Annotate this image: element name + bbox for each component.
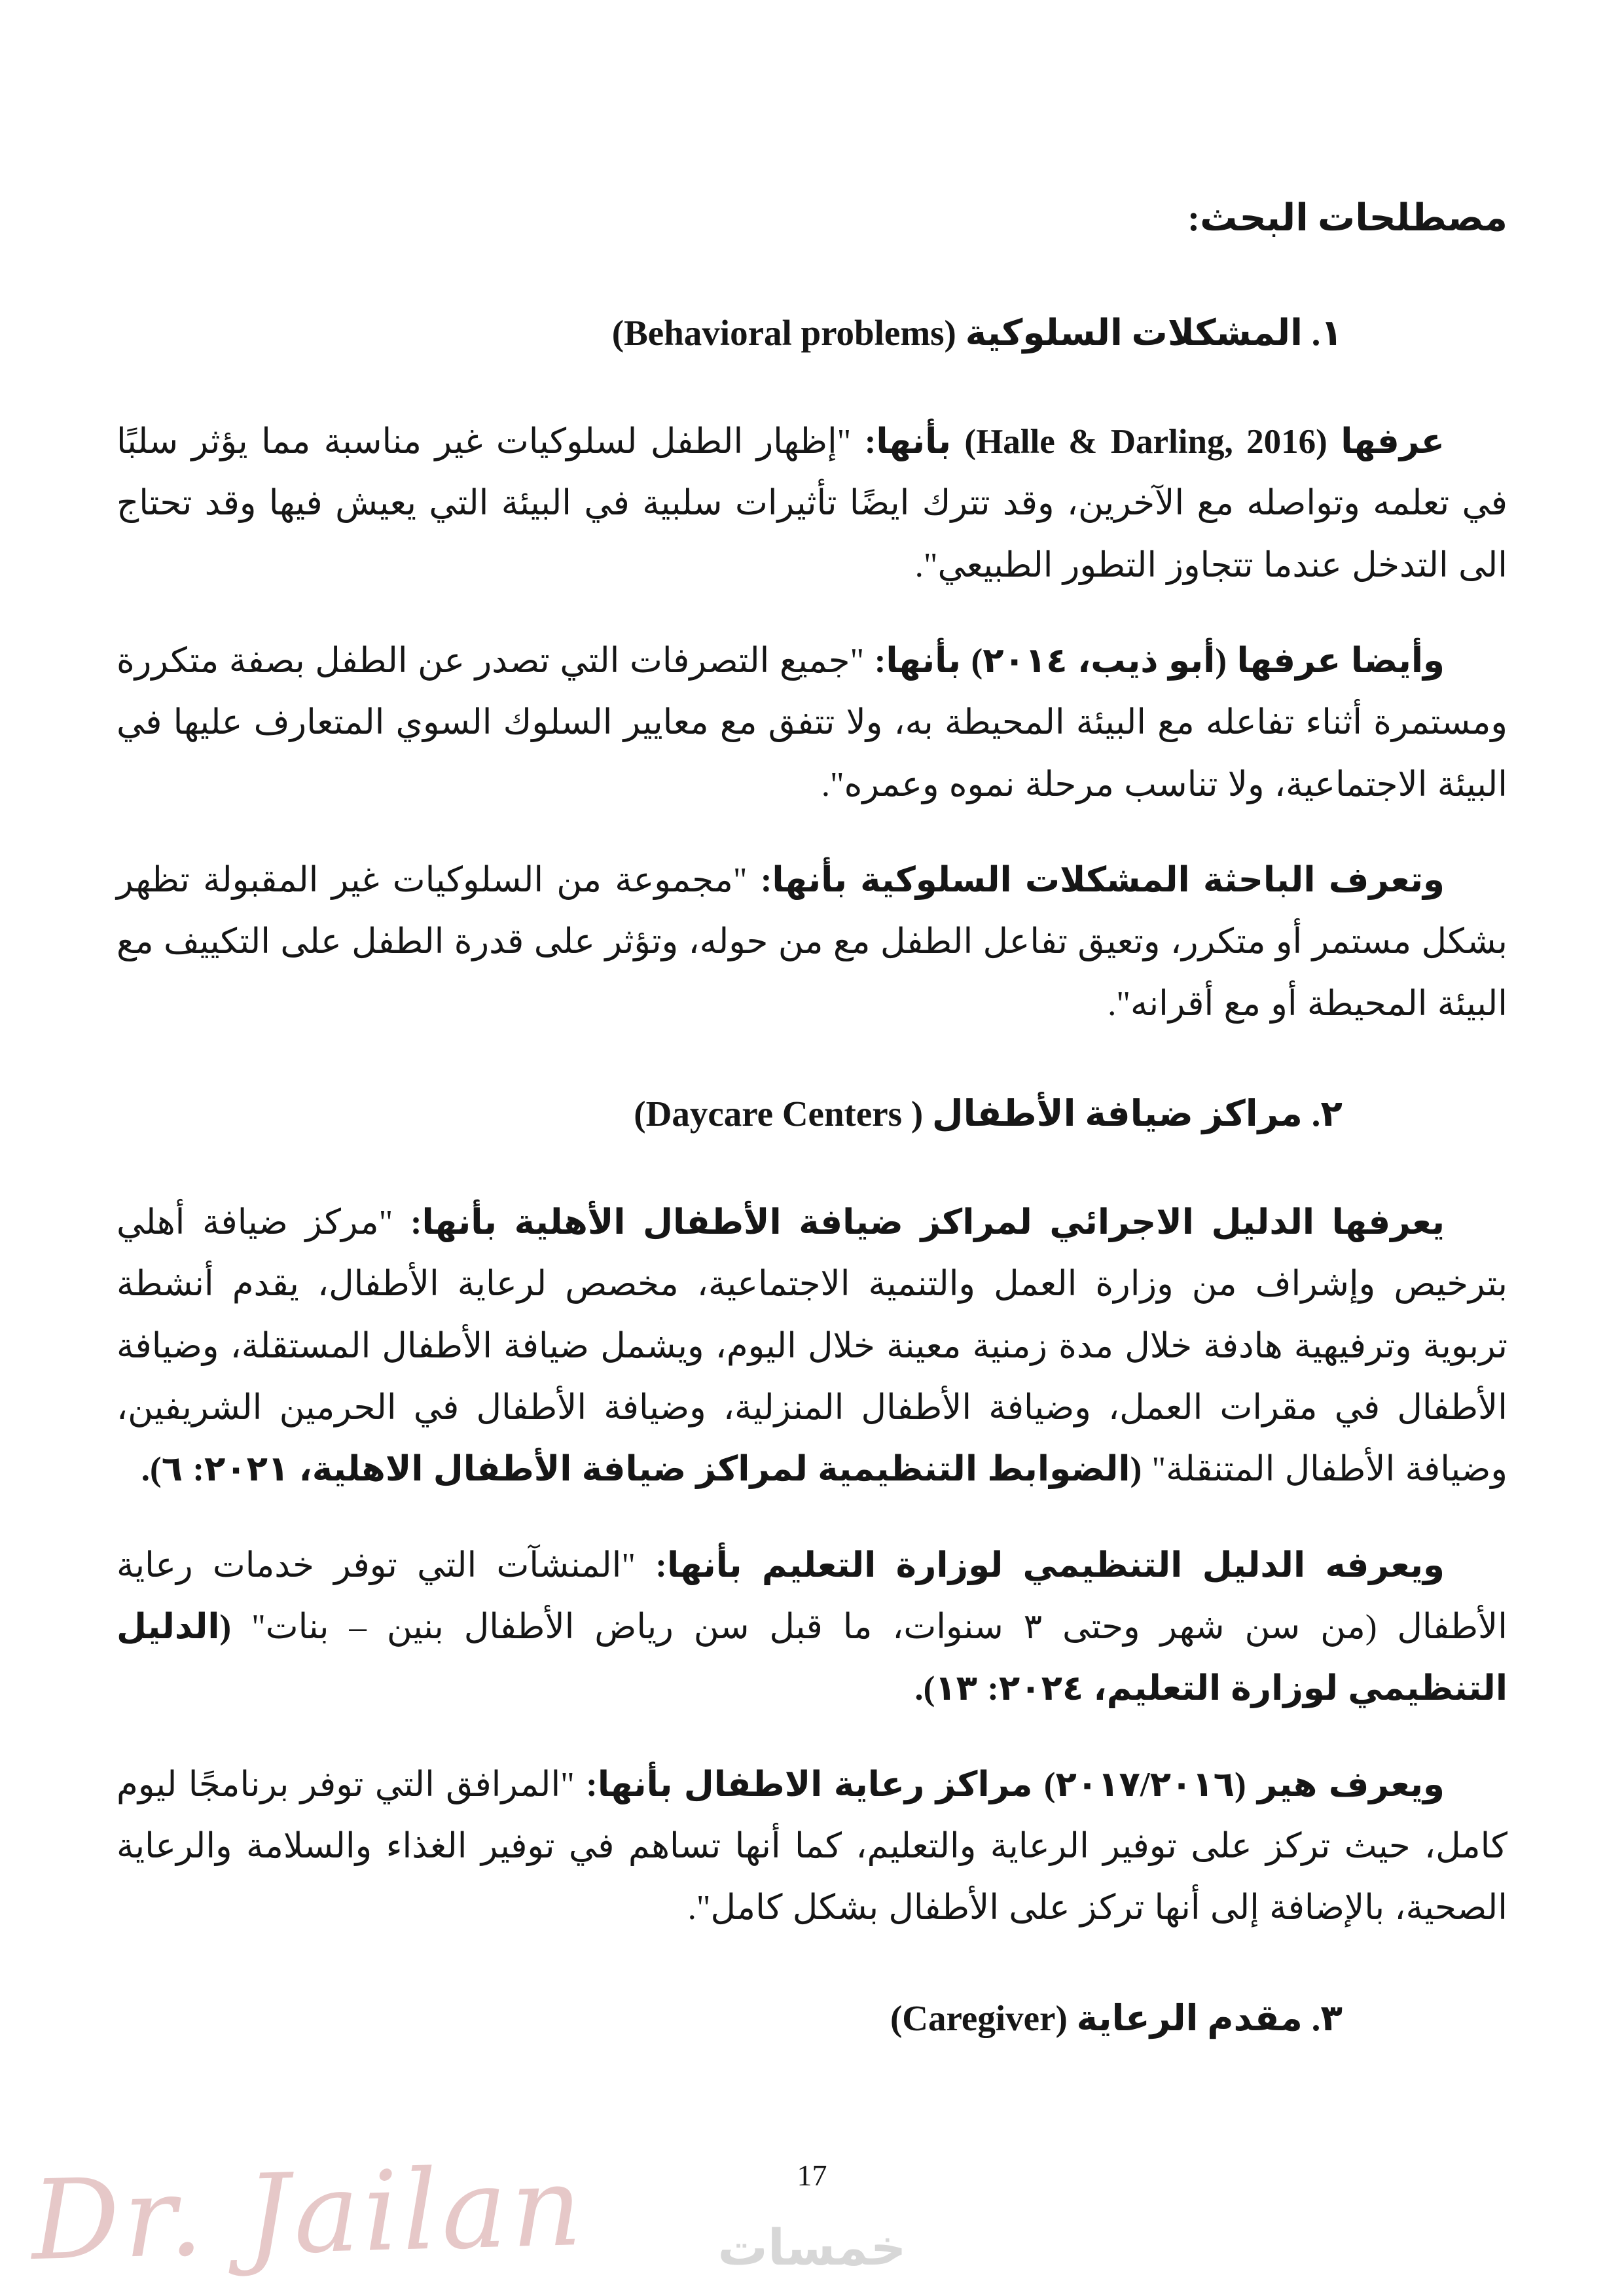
citation-text: (الضوابط التنظيمية لمراكز ضيافة الأطفال الاهلية، ٢٠٢١: ٦). (141, 1450, 1142, 1489)
signature-watermark: Dr. Jailan (29, 2142, 588, 2286)
definition-body-text: "إظهار الطفل لسلوكيات غير مناسبة مما يؤثر سلبًا في تعلمه وتواصله مع الآخرين، وقد تترك ايضًا تأثيرات سلبية في البيئة التي يعيش فيها وقد تحتاج الى التدخل عندما تتجاوز التطور الطبيعي". (117, 423, 1507, 584)
definition-body-text: "المنشآت التي توفر خدمات رعاية الأطفال (من سن شهر وحتى ٣ سنوات، ما قبل سن رياض الأطفال بنين – بنات" (117, 1546, 1507, 1646)
brand-watermark: خمسات (717, 2218, 907, 2276)
citation-text: (الدليل التنظيمي لوزارة التعليم، ٢٠٢٤: ١٣). (117, 1607, 1507, 1708)
definition-paragraph (117, 1535, 1507, 1720)
term-heading-daycare-centers: ٢. مراكز ضيافة الأطفال ( Daycare Centers) (634, 1093, 1343, 1134)
definition-paragraph (117, 850, 1507, 1035)
term-heading-caregiver: ٣. مقدم الرعاية (Caregiver) (890, 1998, 1343, 2038)
definition-paragraph (117, 630, 1507, 816)
definition-body-text: "المرافق التي توفر برنامجًا ليوم كامل، حيث تركز على توفير الرعاية والتعليم، كما أنها تساهم في توفير الغذاء والسلامة والرعاية الصحية، بالإضافة إلى أنها تركز على الأطفال بشكل كامل". (117, 1765, 1507, 1928)
page-number: 17 (797, 2159, 827, 2192)
definition-body-text: "مركز ضيافة أهلي بترخيص وإشراف من وزارة العمل والتنمية الاجتماعية، مخصص لرعاية الأطفال، يقدم أنشطة تربوية وترفيهية هادفة خلال مدة زمنية معينة خلال اليوم، ويشمل ضيافة الأطفال المستقلة، وضيافة الأطفال في مقرات العمل، وضيافة الأطفال المنزلية، وضيافة الأطفال في الحرمين الشريفين، وضيافة الأطفال المتنقلة" (117, 1203, 1507, 1489)
document-content (117, 196, 1507, 2096)
definition-lead-text: وتعرف الباحثة المشكلات السلوكية بأنها: (747, 861, 1445, 899)
definition-lead-text: يعرفها الدليل الاجرائي لمراكز ضيافة الأطفال الأهلية بأنها: (393, 1203, 1445, 1242)
definition-lead-text: وأيضا عرفها (أبو ذيب، ٢٠١٤) بأنها: (864, 641, 1445, 680)
page-title: مصطلحات البحث: (1187, 198, 1507, 239)
definition-lead-text: ويعرفه الدليل التنظيمي لوزارة التعليم بأنها: (636, 1546, 1445, 1585)
term-heading-behavioral-problems: ١. المشكلات السلوكية (Behavioral problems) (611, 313, 1343, 353)
definition-paragraph (117, 411, 1507, 596)
definition-paragraph (117, 1754, 1507, 1939)
definition-body-text: "مجموعة من السلوكيات غير المقبولة تظهر بشكل مستمر أو متكرر، وتعيق تفاعل الطفل مع من حوله، وتؤثر على قدرة الطفل على التكييف مع البيئة المحيطة أو مع أقرانه". (117, 861, 1507, 1023)
definition-lead-text: عرفها (Halle & Darling, 2016) بأنها: (851, 423, 1445, 461)
definition-paragraph (117, 1192, 1507, 1501)
definition-body-text: "جميع التصرفات التي تصدر عن الطفل بصفة متكررة ومستمرة أثناء تفاعله مع البيئة المحيطة به، ولا تتفق مع معايير السلوك السوي المتعارف عليها في البيئة الاجتماعية، ولا تناسب مرحلة نموه وعمره". (117, 641, 1507, 804)
definition-lead-text: ويعرف هير (٢٠١٧/٢٠١٦) مراكز رعاية الاطفال بأنها: (574, 1765, 1445, 1804)
